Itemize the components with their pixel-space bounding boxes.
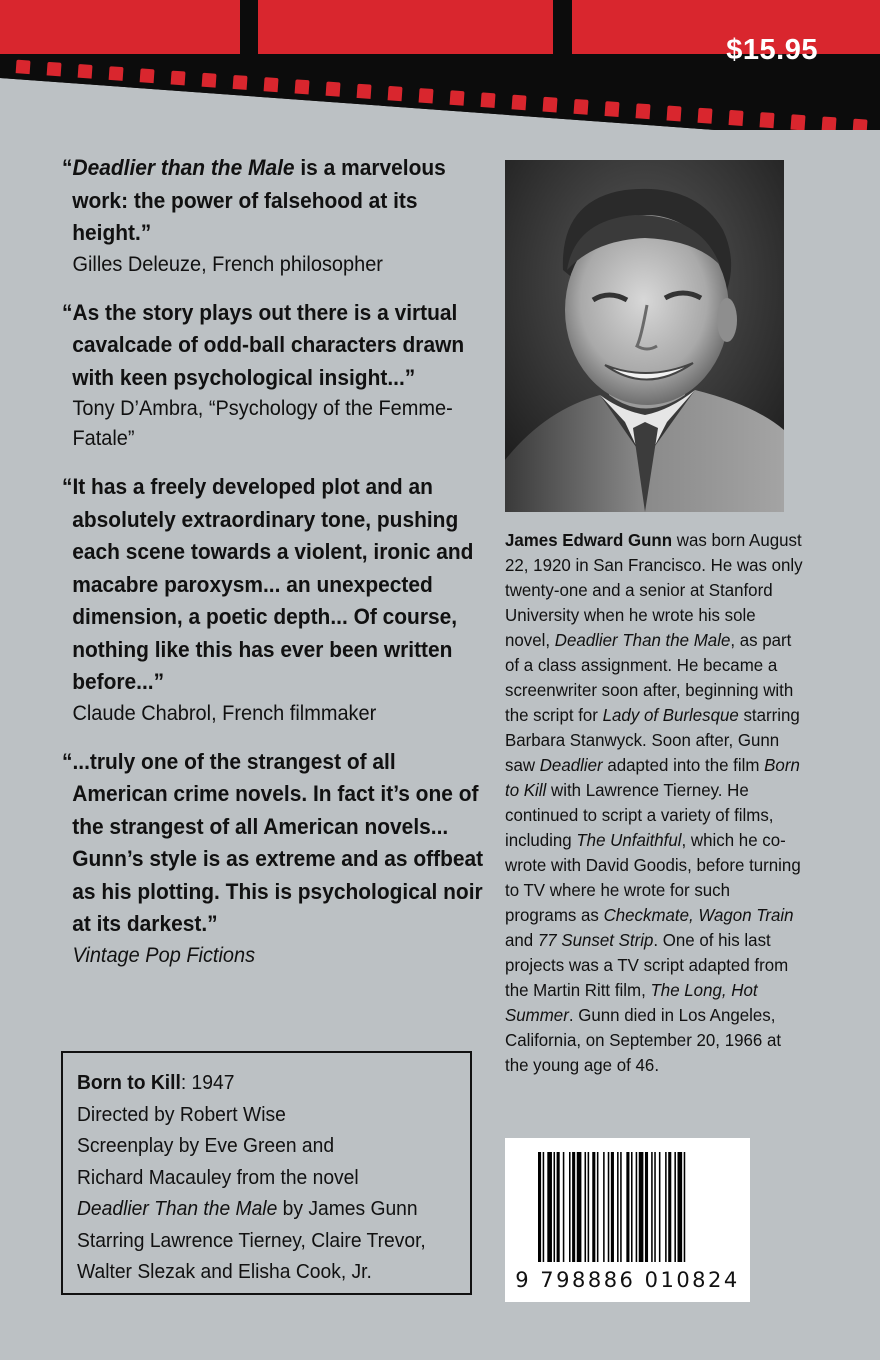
quote-text: “It has a freely developed plot and an absolutely extraordinary tone, pushing each scene towards a violent, ironic and macabre paroxysm... an unexpected dimension, a poetic depth... Of course, nothing like this has ever been written before...” xyxy=(62,474,474,694)
film-title: Born to Kill xyxy=(77,1071,181,1094)
barcode-bar xyxy=(597,1152,599,1262)
quote-source: Claude Chabrol, French filmmaker xyxy=(72,701,377,725)
bio-text: . Gunn died in Los Angeles, California, on September 20, 1966 at the young age of 46. xyxy=(505,1005,782,1075)
barcode-bar xyxy=(577,1152,582,1262)
bio-text: , which he co-wrote with David Goodis, before turning to TV where he wrote for such programs as xyxy=(505,830,801,925)
barcode-bar xyxy=(645,1152,648,1262)
review-quotes xyxy=(62,152,482,988)
barcode-bar xyxy=(603,1152,605,1262)
bio-italic-title: Deadlier xyxy=(539,755,603,775)
quote-chabrol xyxy=(62,471,482,729)
author-portrait-illustration xyxy=(505,160,784,512)
credits-starring-cont: Walter Slezak and Elisha Cook, Jr. xyxy=(77,1260,372,1283)
film-year: : 1947 xyxy=(180,1071,235,1094)
quote-deleuze xyxy=(62,152,482,280)
bio-italic-title: Checkmate, Wagon Train xyxy=(603,905,794,925)
barcode-bar xyxy=(639,1152,644,1262)
quote-source: Gilles Deleuze, French philosopher xyxy=(72,252,383,276)
credits-title-line xyxy=(77,1067,446,1099)
barcode-bar xyxy=(608,1152,610,1262)
barcode-bar xyxy=(654,1152,656,1262)
sprocket-hole xyxy=(821,116,836,130)
quote-text-rest: is a marvelous work: the power of falsehood at its height.” xyxy=(72,155,446,245)
barcode-bar xyxy=(617,1152,619,1262)
bio-text: adapted into the film xyxy=(602,755,765,775)
barcode-bar xyxy=(592,1152,595,1262)
sprocket-hole xyxy=(759,112,774,130)
barcode-bar xyxy=(678,1152,683,1262)
credits-novel-title: Deadlier Than the Male xyxy=(77,1197,278,1220)
quote-vintage-pop xyxy=(62,746,482,971)
credits-starring: Starring Lawrence Tierney, Claire Trevor, xyxy=(77,1228,426,1252)
quote-text: “Deadlier than the Male is a marvelous work: the power of falsehood at its height.” xyxy=(62,155,446,245)
barcode-bar xyxy=(538,1152,541,1262)
barcode-bar xyxy=(611,1152,614,1262)
barcode-bar xyxy=(651,1152,653,1262)
bio-text: and xyxy=(505,930,538,950)
quote-source: Tony D’Ambra, “Psychology of the Femme-Fatale” xyxy=(72,397,453,450)
bio-italic-title: The Unfaithful xyxy=(576,830,682,850)
credits-screenplay-cont: Richard Macauley from the novel xyxy=(77,1165,359,1189)
barcode-bar xyxy=(684,1152,686,1262)
bio-italic-title: 77 Sunset Strip xyxy=(537,930,654,950)
quote-text: “...truly one of the strangest of all American crime novels. In fact it’s one of the strangest of all American novels... Gunn’s style is as extreme and as offbeat as his plotting. This is psychological noir at its darkest.” xyxy=(62,748,484,936)
bio-italic-title: Lady of Burlesque xyxy=(602,705,739,725)
barcode-bar xyxy=(620,1152,622,1262)
barcode-bar xyxy=(557,1152,560,1262)
film-credits-box xyxy=(61,1051,472,1295)
barcode-bar xyxy=(569,1152,571,1262)
bio-text: was born August 22, 1920 in San Francisco. He was only twenty-one and a senior at Stanford University when he wrote his sole novel, xyxy=(505,530,803,650)
barcode-bar xyxy=(543,1152,545,1262)
bio-italic-title: Deadlier Than the Male xyxy=(554,630,731,650)
author-bio xyxy=(505,528,805,1078)
sprocket-hole xyxy=(728,110,743,128)
credits-novel-line xyxy=(77,1193,446,1225)
barcode-bar xyxy=(626,1152,629,1262)
barcode-bar xyxy=(588,1152,590,1262)
bio-text: with Lawrence Tierney. He continued to script a variety of films, including xyxy=(505,780,774,850)
bio-italic-title: The Long, Hot Summer xyxy=(505,980,758,1025)
quote-source: Vintage Pop Fictions xyxy=(72,943,256,967)
bio-text: starring Barbara Stanwyck. Soon after, Gunn saw xyxy=(505,705,800,775)
barcode-bar xyxy=(585,1152,587,1262)
credits-director: Directed by Robert Wise xyxy=(77,1102,286,1126)
barcode-bar xyxy=(674,1152,676,1262)
barcode-bar xyxy=(563,1152,565,1262)
barcode-bar xyxy=(572,1152,575,1262)
author-photo xyxy=(505,160,784,512)
film-strip-banner xyxy=(0,0,880,130)
barcode-bar xyxy=(547,1152,552,1262)
author-name: James Edward Gunn xyxy=(505,530,673,550)
quote-book-title: Deadlier than the Male xyxy=(72,155,295,180)
barcode-bar xyxy=(665,1152,667,1262)
barcode-bar xyxy=(554,1152,556,1262)
isbn-barcode xyxy=(505,1138,750,1302)
sprocket-hole xyxy=(852,119,867,130)
bio-text: , as part of a class assignment. He became a screenwriter soon after, beginning with the script for xyxy=(505,630,794,725)
quote-dambra xyxy=(62,297,482,455)
credits-novel-author: by James Gunn xyxy=(277,1197,418,1220)
quote-text: “As the story plays out there is a virtual cavalcade of odd-ball characters drawn with keen psychological insight...” xyxy=(62,299,465,390)
barcode-bar xyxy=(668,1152,671,1262)
barcode-bar xyxy=(636,1152,638,1262)
sprocket-hole xyxy=(790,114,805,130)
barcode-number: 9 798886 010824 xyxy=(515,1268,740,1292)
credits-screenplay: Screenplay by Eve Green and xyxy=(77,1134,335,1157)
price-label: $15.95 xyxy=(726,34,818,66)
barcode-bar xyxy=(659,1152,661,1262)
bio-italic-title: Born to Kill xyxy=(505,755,800,800)
barcode-bar xyxy=(631,1152,633,1262)
bio-text: . One of his last projects was a TV script adapted from the Martin Ritt film, xyxy=(505,930,789,1000)
